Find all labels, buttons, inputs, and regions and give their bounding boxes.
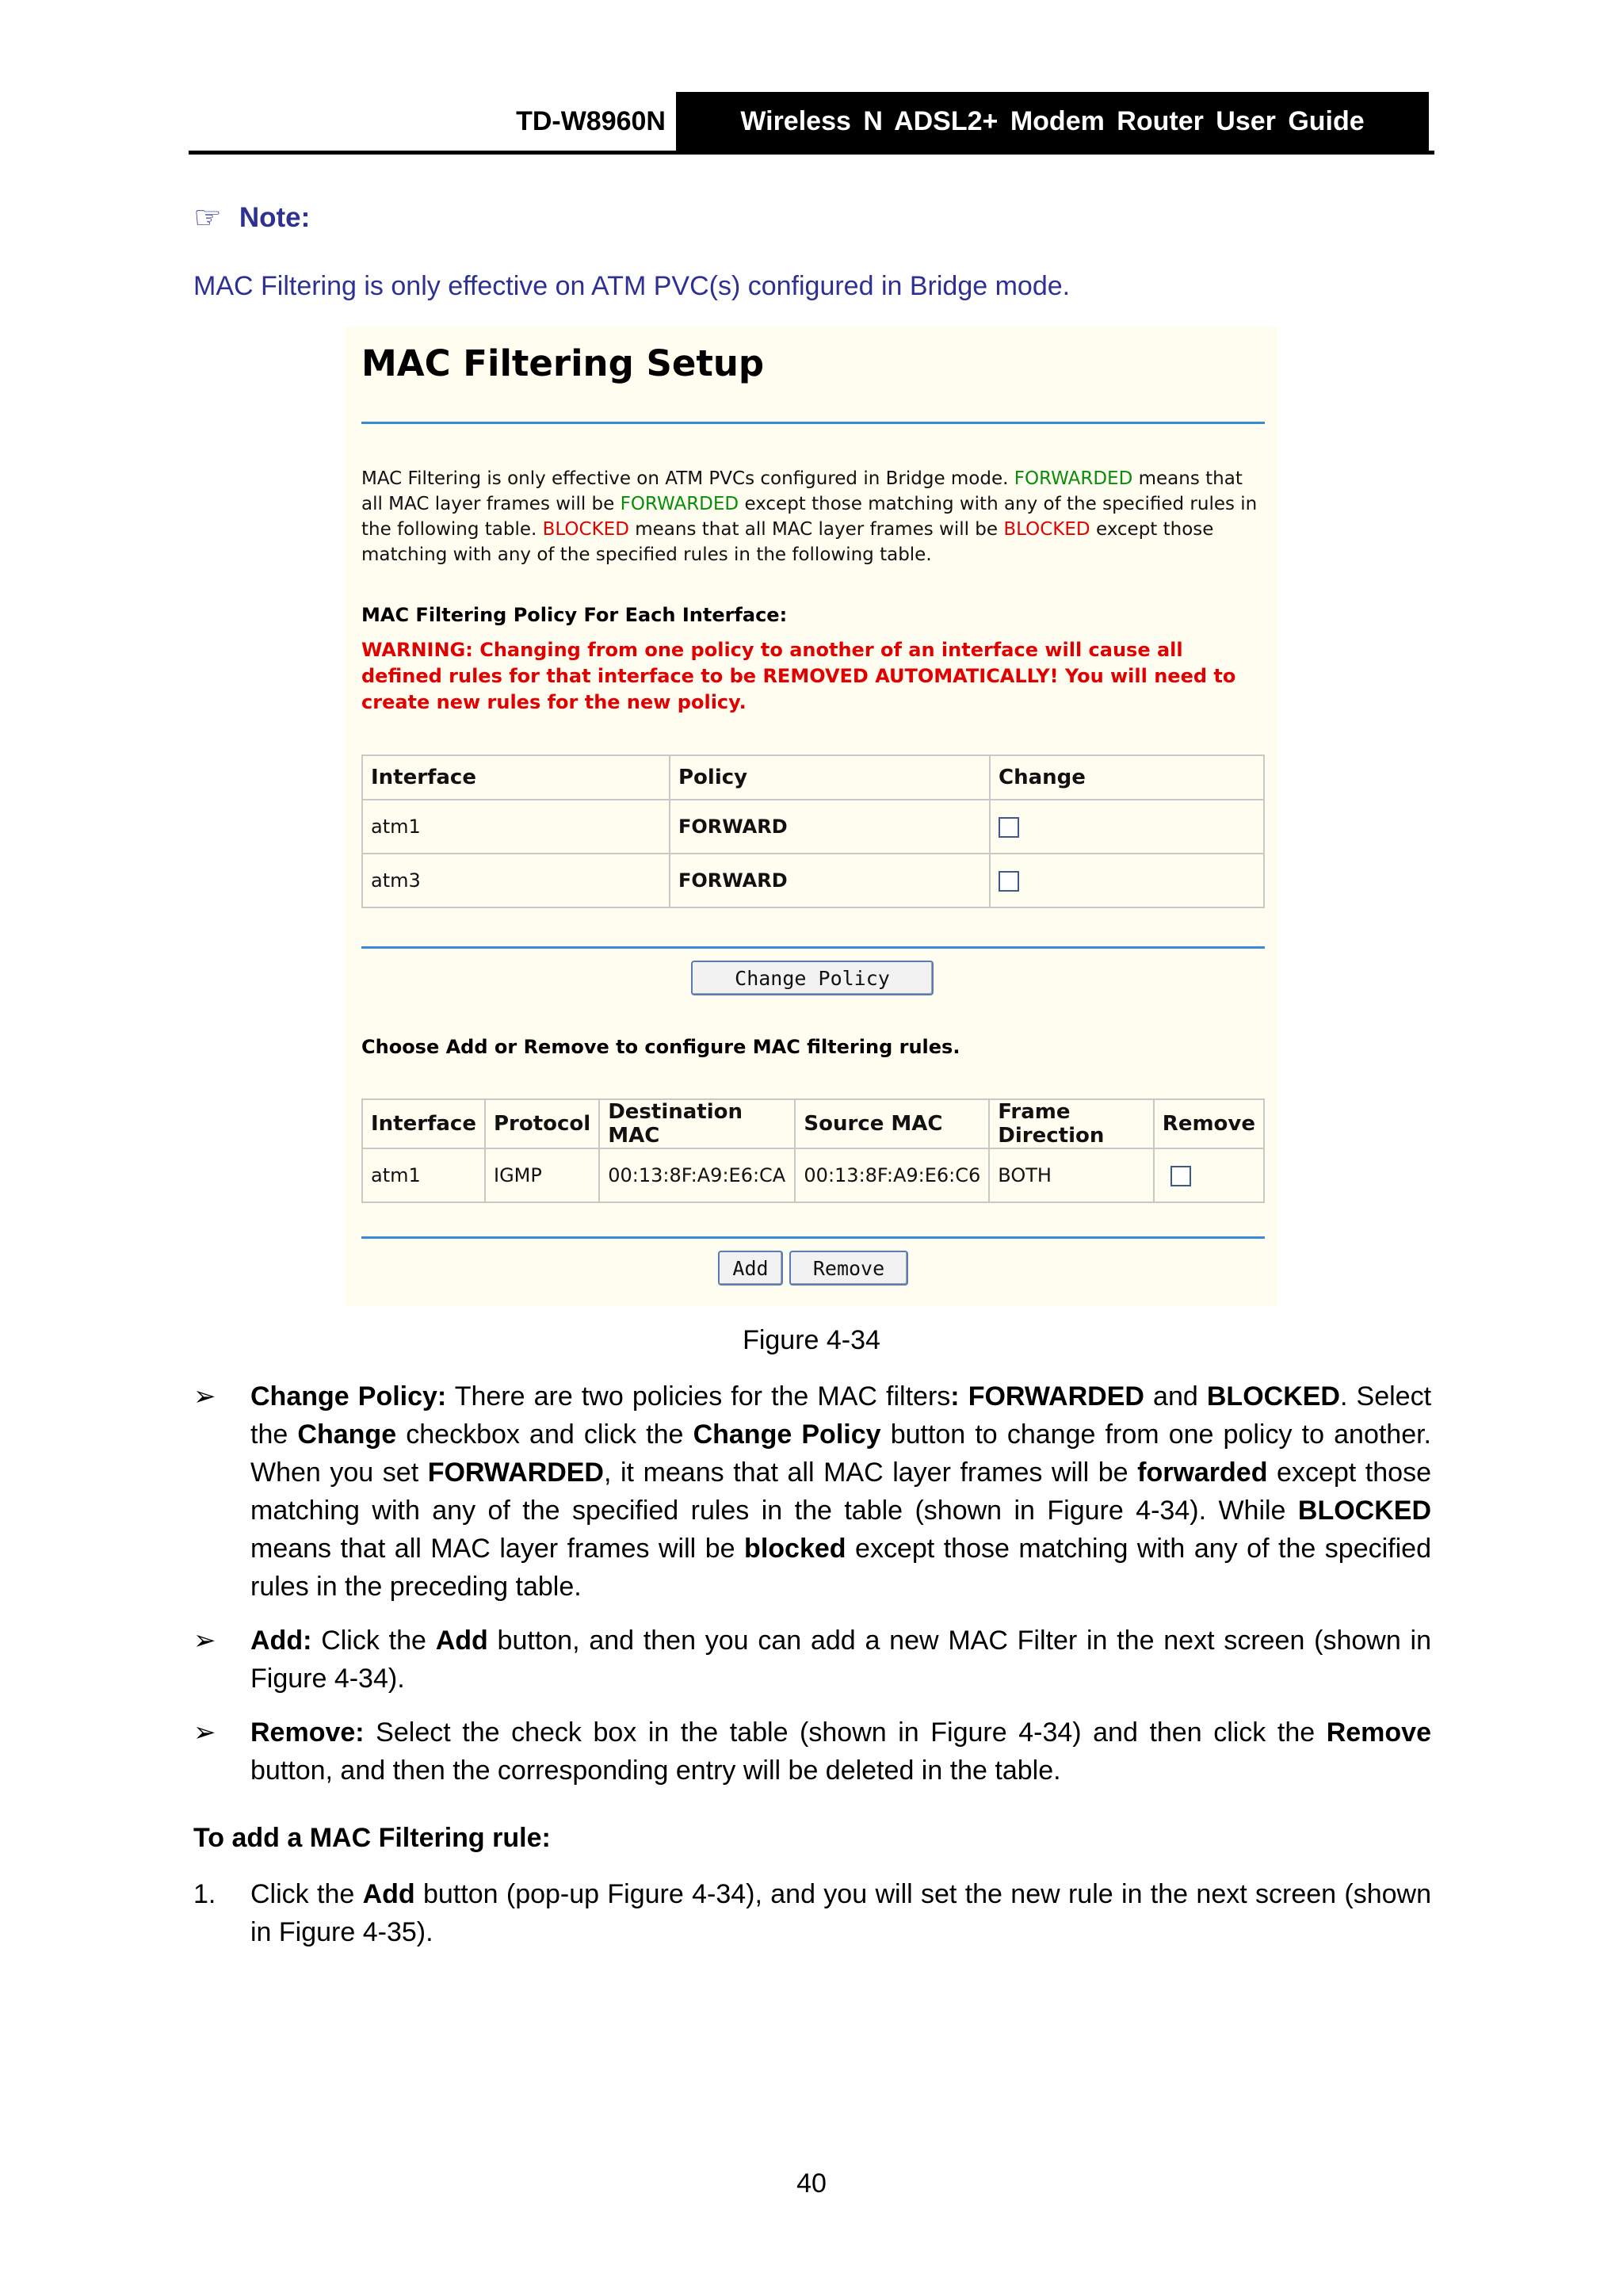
screenshot-description: MAC Filtering is only effective on ATM PVCs configured in Bridge mode. FORWARDED means that all MAC layer frames will be FORWARDED except those matching with any of the specified rules in the following table. BLOCKED means that all MAC layer frames will be BLOCKED except those matching with any of the specified rules in the following table. [361,468,1258,565]
column-header: Interface [362,1099,485,1148]
remove-cell [1154,1148,1264,1202]
divider [361,422,1265,424]
divider [361,946,1265,949]
figure-caption: Figure 4-34 [743,1325,880,1355]
change-checkbox[interactable] [999,817,1019,838]
policy-table [361,755,1265,908]
step-number: 1. [193,1879,216,1909]
change-cell [990,800,1264,854]
table-header-row [362,1099,1264,1148]
table-header-row [362,755,1264,800]
frame-direction-cell: BOTH [989,1148,1154,1202]
interface-cell: atm1 [362,1148,485,1202]
header-title: Wireless N ADSL2+ Modem Router User Guide [676,92,1429,151]
change-checkbox[interactable] [999,871,1019,892]
note-heading [193,200,310,236]
mac-filtering-screenshot [346,327,1277,1306]
pointing-hand-icon: ☞ [193,201,222,235]
bullet-arrow-icon: ➢ [193,1717,216,1748]
interface-cell: atm3 [362,854,670,907]
bullet-add: ➢ Add: Click the Add button, and then you can add a new MAC Filter in the next screen (shown in Figure 4-34). [193,1622,1431,1698]
source-mac-cell: 00:13:8F:A9:E6:C6 [795,1148,989,1202]
policy-label: MAC Filtering Policy For Each Interface: [361,604,788,626]
bullet-arrow-icon: ➢ [193,1626,216,1656]
bullet-change-policy: ➢ Change Policy: There are two policies for the MAC filters: FORWARDED and BLOCKED. Select the Change checkbox and click the Change Policy button to change from one policy to another. When you set FORWARDED, it means that all MAC layer frames will be forwarded except those matching with any of the specified rules in the table (shown in Figure 4-34). While BLOCKED means that all MAC layer frames will be blocked except those matching with any of the specified rules in the preceding table. [193,1377,1431,1606]
divider [361,1236,1265,1239]
change-policy-button[interactable]: Change Policy [691,961,934,995]
column-header: Frame Direction [989,1099,1154,1148]
rules-table [361,1098,1265,1203]
page-number: 40 [796,2168,827,2199]
column-header: Destination MAC [599,1099,795,1148]
section-title: To add a MAC Filtering rule: [193,1823,551,1853]
policy-cell: FORWARD [670,800,990,854]
header-model: TD-W8960N [516,106,666,136]
header-rule [189,151,1434,155]
table-row [362,800,1264,854]
note-text: MAC Filtering is only effective on ATM PVC(s) configured in Bridge mode. [193,271,1071,301]
change-cell [990,854,1264,907]
column-header: Remove [1154,1099,1264,1148]
remove-checkbox[interactable] [1170,1166,1191,1186]
destination-mac-cell: 00:13:8F:A9:E6:CA [599,1148,795,1202]
screenshot-title: MAC Filtering Setup [361,342,765,384]
remove-button[interactable]: Remove [789,1251,908,1286]
policy-cell: FORWARD [670,854,990,907]
interface-cell: atm1 [362,800,670,854]
add-button[interactable]: Add [718,1251,783,1286]
column-header: Protocol [485,1099,599,1148]
step-1: 1. Click the Add button (pop-up Figure 4-34), and you will set the new rule in the next screen (shown in Figure 4-35). [193,1875,1431,1951]
table-row [362,854,1264,907]
column-header: Change [990,755,1264,800]
bullet-arrow-icon: ➢ [193,1381,216,1412]
column-header: Source MAC [795,1099,989,1148]
choose-instruction: Choose Add or Remove to configure MAC filtering rules. [361,1036,960,1058]
protocol-cell: IGMP [485,1148,599,1202]
bullet-remove: ➢ Remove: Select the check box in the table (shown in Figure 4-34) and then click the Remove button, and then the corresponding entry will be deleted in the table. [193,1713,1431,1790]
column-header: Interface [362,755,670,800]
note-label: Note: [239,202,311,233]
column-header: Policy [670,755,990,800]
warning-text: WARNING: Changing from one policy to another of an interface will cause all defined rules for that interface to be REMOVED AUTOMATICALLY! You will need to create new rules for the new policy. [361,639,1236,713]
table-row [362,1148,1264,1202]
